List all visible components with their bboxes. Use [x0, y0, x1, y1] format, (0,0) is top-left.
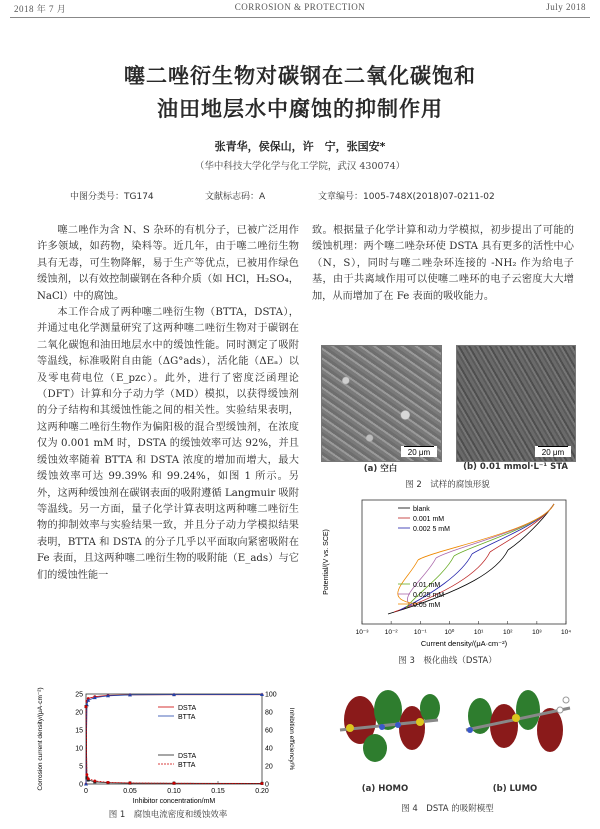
x-axis-label: Current density/(μA·cm⁻²)	[420, 639, 508, 648]
x-tick-label: 10⁻²	[384, 629, 398, 636]
y-tick-label-right: 60	[265, 727, 273, 735]
y-axis-label-left: Corrosion current density/(μA·cm⁻²)	[37, 687, 44, 791]
figure4-orbitals	[320, 670, 576, 780]
x-tick-label: 0.20	[255, 788, 269, 795]
scale-bar: 20 μm	[401, 446, 437, 458]
axis-ticks	[75, 692, 277, 796]
header-date: 2018 年 7 月	[14, 4, 67, 14]
figure3-caption: 图 3 极化曲线（DSTA）	[398, 656, 497, 666]
legend-001: 0.01 mM	[413, 582, 441, 589]
x-tick-label: 10²	[503, 629, 513, 636]
series-line-dsta-left	[86, 707, 262, 784]
legend-00025: 0.002 5 mM	[413, 526, 450, 533]
header-journal: CORROSION & PROTECTION	[234, 2, 366, 12]
scale-bar: 20 μm	[535, 446, 571, 458]
authors: 张青华，侯保山，许 宁，张国安*	[214, 140, 386, 153]
legend-lower	[158, 753, 196, 769]
title-line-1: 噻二唑衍生物对碳钢在二氧化碳饱和	[124, 64, 476, 88]
y-axis-label: Potential/(V vs. SCE)	[323, 529, 330, 595]
x-tick-label: 10³	[532, 629, 542, 636]
x-axis-label: Inhibitor concentration/mM	[132, 798, 216, 805]
data-point	[93, 780, 96, 783]
figure4-caption: 图 4 DSTA 的吸附模型	[401, 804, 494, 814]
data-point	[129, 782, 132, 785]
x-tick-label: 10⁻¹	[413, 629, 427, 636]
header-month: July 2018	[546, 2, 586, 12]
figure1-caption: 图 1 腐蚀电流密度和缓蚀效率	[108, 810, 228, 820]
data-point	[87, 777, 90, 780]
x-tick-label: 0	[84, 788, 88, 795]
y-tick-label-left: 5	[79, 763, 83, 771]
x-tick-label: 0.15	[211, 788, 225, 795]
legend-top	[398, 506, 450, 533]
legend-dsta-eff: DSTA	[178, 705, 197, 712]
plot-frame	[86, 694, 262, 784]
plot-frame	[362, 500, 566, 624]
y-tick-label-right: 0	[265, 781, 269, 789]
sem-image-blank	[321, 345, 442, 462]
legend-0001: 0.001 mM	[413, 516, 445, 523]
x-tick-label: 10⁴	[560, 629, 572, 636]
affiliation: （华中科技大学化学与化工学院，武汉 430074）	[194, 161, 406, 172]
y-tick-label-right: 40	[265, 745, 273, 753]
figure1-chart	[28, 682, 298, 807]
data-point	[261, 782, 264, 785]
x-tick-label: 10⁻³	[355, 629, 369, 636]
figure4-label-b: (b) LUMO	[492, 784, 538, 794]
y-tick-label-right: 100	[265, 691, 277, 699]
y-tick-label-left: 15	[75, 727, 83, 735]
x-tick-label: 0.10	[167, 788, 181, 795]
series-line-btta-left	[86, 707, 262, 784]
x-tick-label: 10¹	[473, 629, 484, 636]
figure3-polarization-chart	[318, 492, 578, 652]
title-line-2: 油田地层水中腐蚀的抑制作用	[157, 97, 443, 121]
legend-upper	[158, 705, 196, 721]
legend-0025: 0.025 mM	[413, 592, 445, 599]
legend-dsta-current: DSTA	[178, 753, 197, 760]
y-tick-label-left: 25	[75, 691, 83, 699]
y-tick-label-left: 10	[75, 745, 83, 753]
lumo-orbital	[466, 690, 570, 752]
series-line-btta-right	[86, 695, 262, 784]
y-tick-label-left: 0	[79, 781, 83, 789]
y-axis-label-right: Inhibition efficiency/%	[288, 707, 295, 771]
series-line-dsta-right	[86, 695, 262, 784]
doc-code: 文献标志码：A	[205, 192, 266, 202]
legend-005: 0.05 mM	[413, 602, 441, 609]
legend-bottom	[398, 582, 444, 609]
left-column-text	[37, 223, 299, 673]
paragraph-2: 本工作合成了两种噻二唑衍生物（BTTA，DSTA），并通过电化学测量研究了这两种噻二唑衍生物对于碳钢在二氧化碳饱和油田地层水中的缓蚀性能。同时测定了吸附等温线，标准吸附自由能（ΔG°ads），活化能（ΔEₐ）以及零电荷电位（E_pzc）。此外，进行了密度泛函理论（DFT）计算和分子动力学（MD）模拟，以获得缓蚀剂的分子结构和其缓蚀性能之间的相关性。实验结果表明，这两种噻二唑衍生物作为偏阳极的混合型缓蚀剂，在浓度仅为 0.001 mM 时，DSTA 的缓蚀效率可达 92%，并且缓蚀效率随着 BTTA 和 DSTA 浓度的增加而增大，最大缓蚀效率可达 99.39% 和 99.24%，如图 1 所示。另外，这两种缓蚀剂在碳钢表面的吸附遵循 Langmuir 吸附等温线。另一方面，量子化学计算表明这两种噻二唑衍生物的抑制效率与实验结果一致，并且分子动力学模拟结果表明，BTTA 和 DSTA 的分子几乎以平面取向紧密吸附在 Fe 表面，且这两种噻二唑衍生物的吸附能（E_ads）与它们的缓蚀性能一	[37, 307, 299, 581]
sem-image-sta	[456, 345, 576, 462]
legend-btta-eff: BTTA	[178, 714, 196, 721]
data-point	[173, 782, 176, 785]
y-tick-label-right: 80	[265, 709, 273, 717]
figure2-label-a: (a) 空白	[363, 464, 398, 474]
x-tick-label: 0.05	[123, 788, 137, 795]
figure2-label-b: (b) 0.01 mmol·L⁻¹ STA	[463, 462, 568, 472]
x-tick-label: 10⁰	[444, 629, 455, 636]
y-tick-label-left: 20	[75, 709, 83, 717]
data-point	[85, 773, 88, 776]
legend-blank: blank	[413, 506, 430, 513]
data-point	[85, 705, 88, 708]
x-tick-labels	[356, 621, 572, 636]
article-number: 文章编号：1005-748X(2018)07-0211-02	[318, 192, 495, 202]
y-tick-label-right: 20	[265, 763, 273, 771]
figure4-label-a: (a) HOMO	[361, 784, 409, 794]
data-point	[107, 781, 110, 784]
paragraph-3: 致。根据量子化学计算和动力学模拟，初步提出了可能的缓蚀机理：两个噻二唑杂环使 DSTA 具有更多的活性中心（N，S），同时与噻二唑杂环连接的 -NH₂ 作为给电子基，由于共离域作用可以使噻二唑环的电子云密度大大增加，从而增加了在 Fe 表面的吸收能力。	[312, 225, 574, 302]
chart-series	[84, 693, 264, 786]
paragraph-1: 噻二唑作为含 N、S 杂环的有机分子，已被广泛用作许多领域，如药物，染料等。近几年，由于噻二唑衍生物具有无毒，可生物降解，易于生产等优点，已被用作绿色缓蚀剂，以有效控制碳钢在各种介质（如 HCl，H₂SO₄，NaCl）中的腐蚀。	[37, 225, 299, 302]
legend-btta-current: BTTA	[178, 762, 196, 769]
homo-orbital	[340, 690, 440, 762]
clc-number: 中图分类号：TG174	[70, 192, 154, 202]
right-column-text	[312, 223, 574, 305]
header-rule	[10, 17, 590, 18]
figure2-caption: 图 2 试样的腐蚀形貌	[405, 480, 490, 490]
